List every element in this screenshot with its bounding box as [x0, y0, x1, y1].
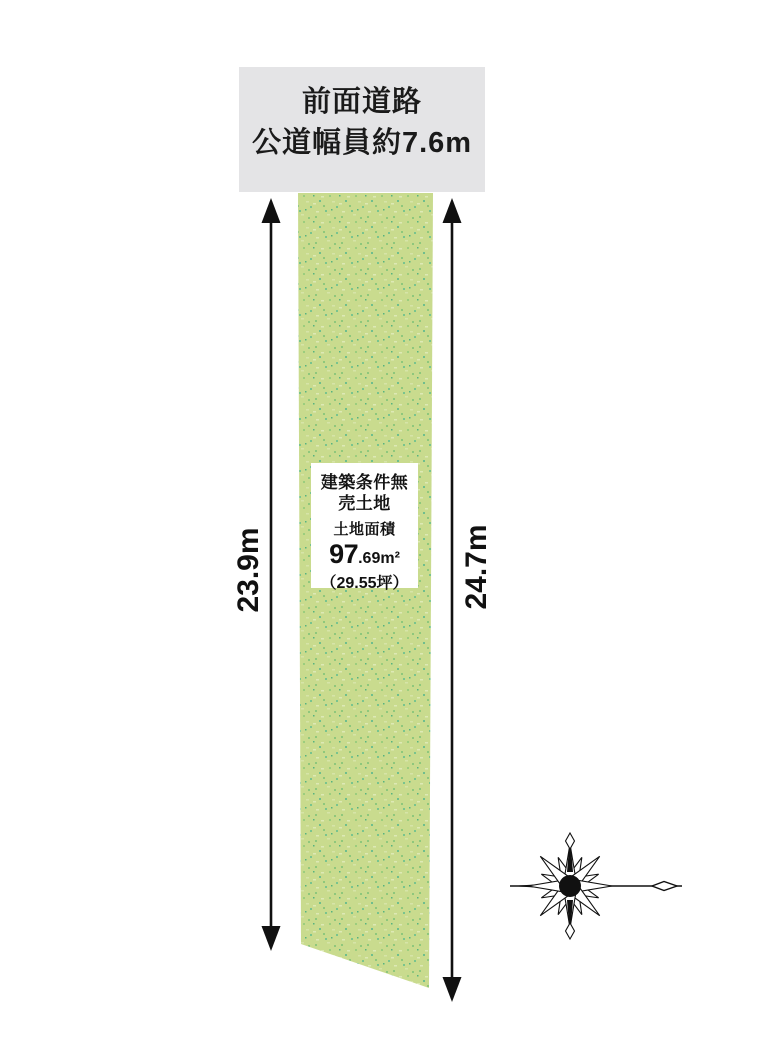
road-sign: [239, 67, 485, 192]
area-value: [329, 540, 400, 573]
area-value-integer: 97: [329, 539, 359, 569]
compass-icon: [510, 833, 682, 939]
road-sign-line2: 公道幅員約7.6m: [251, 126, 473, 159]
area-label: 土地面積: [333, 521, 396, 538]
area-value-decimal: .69: [358, 550, 381, 567]
area-tsubo: （29.55坪）: [320, 575, 409, 592]
sale-condition-line2: 売土地: [338, 494, 391, 513]
sale-condition-line1: 建築条件無: [320, 473, 409, 492]
left-dimension-label: 23.9m: [232, 527, 265, 613]
area-unit: m²: [380, 550, 400, 567]
parcel-info-card: [311, 463, 418, 592]
road-sign-line1: 前面道路: [301, 85, 422, 118]
right-dimension-arrow: [443, 198, 462, 1002]
right-dimension-label: 24.7m: [460, 524, 493, 610]
